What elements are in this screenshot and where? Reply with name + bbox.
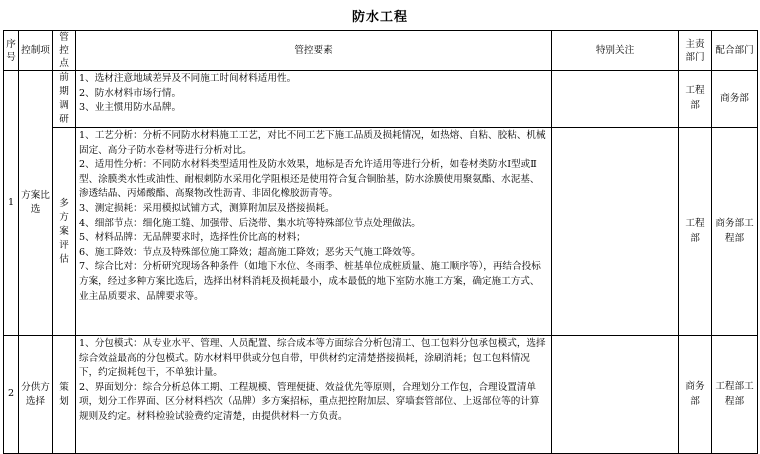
list-item: 2、界面划分：综合分析总体工期、工程规模、管理便捷、效益优先等原则，合理划分工作包，合理设置清单项，划分工作界面、区分材料档次（品牌）多方案招标，重点把控附加层、穿墙套管部位、上返部位等的计算规则及约定。材料检验试验费约定清楚，由提供材料一方负责。 xyxy=(79,381,540,422)
header-resp: 主责部门 xyxy=(679,31,712,71)
header-special: 特别关注 xyxy=(552,31,679,71)
row1a-special xyxy=(552,71,679,128)
row2-seq: 2 xyxy=(4,336,19,454)
row1b-resp: 工程部 xyxy=(679,128,712,336)
list-item: 1、分包模式：从专业水平、管理、人员配置、综合成本等方面综合分析包清工、包工包料分包承包模式，选择综合效益最高的分包模式。防水材料甲供或分包自带，甲供材约定清楚搭接损耗，涂刷消耗；包工包料情况下，约定损耗包干，不单独计量。 xyxy=(79,338,546,379)
row2-coop: 工程部工程部 xyxy=(712,336,758,454)
row1a-coop: 商务部 xyxy=(712,71,758,128)
list-item: 5、材料品牌：无品牌要求时，选择性价比高的材料； xyxy=(79,232,306,244)
header-control-item: 控制项 xyxy=(19,31,53,71)
page-title: 防水工程 xyxy=(351,10,408,25)
table-row xyxy=(4,128,758,336)
row1a-control-point: 前期调研 xyxy=(53,71,76,128)
row1b-elements xyxy=(76,128,552,336)
row1b-coop: 商务部工程部 xyxy=(712,128,758,336)
row1b-control-point: 多方案评估 xyxy=(53,128,76,336)
table-row xyxy=(4,71,758,128)
list-item: 7、综合比对：分析研究现场各种条件（如地下水位、冬雨季、桩基单位成桩质量、施工顺序等），再结合投标方案，经过多种方案比选后，选择出材料消耗及损耗最小，成本最低的地下室防水施工方案，确定施工方式、业主品质要求、品牌要求等。 xyxy=(79,261,541,302)
row1-seq: 1 xyxy=(4,71,19,336)
row2-resp: 商务部 xyxy=(679,336,712,454)
row1-control-item: 方案比选 xyxy=(19,71,53,336)
header-row xyxy=(4,31,758,71)
row2-elements xyxy=(76,336,552,454)
row2-control-item: 分供方选择 xyxy=(19,336,53,454)
table-row xyxy=(4,336,758,454)
list-item: 4、细部节点：细化施工缝、加强带、后浇带、集水坑等特殊部位节点处理做法。 xyxy=(79,217,421,229)
list-item: 3、业主惯用防水品牌。 xyxy=(79,102,182,114)
row2-special xyxy=(552,336,679,454)
control-table xyxy=(3,30,758,454)
header-coop: 配合部门 xyxy=(712,31,758,71)
list-item: 1、选材注意地域差异及不同施工时间材料适用性。 xyxy=(79,73,297,84)
list-item: 6、施工降效：节点及特殊部位施工降效；超高施工降效；恶劣天气施工降效等。 xyxy=(79,246,421,258)
list-item: 3、测定损耗：采用模拟试铺方式，测算附加层及搭接损耗。 xyxy=(79,202,335,214)
list-item: 1、工艺分析：分析不同防水材料施工工艺，对比不同工艺下施工品质及损耗情况，如热熔、自粘、胶粘、机械固定、高分子防水卷材等进行分析对比。 xyxy=(79,130,546,156)
row1b-special xyxy=(552,128,679,336)
row2-control-point: 策划 xyxy=(53,336,76,454)
list-item: 2、适用性分析：不同防水材料类型适用性及防水效果，地标是否允许适用等进行分析，如卷材类防水Ⅰ型或Ⅱ型、涂膜类水性或油性、耐根刺防水采用化学阻根还是使用符合复合铜胎基，防水涂膜使用聚氨酯、水泥基、渗透结晶、丙烯酸酯、高聚物改性沥青、非固化橡胶沥青等。 xyxy=(79,159,540,200)
header-elements: 管控要素 xyxy=(76,31,552,71)
list-item: 2、防水材料市场行情。 xyxy=(79,87,182,99)
row1a-resp: 工程部 xyxy=(679,71,712,128)
header-control-point: 管控点 xyxy=(53,31,76,71)
row1a-elements xyxy=(76,71,552,128)
header-seq: 序号 xyxy=(4,31,19,71)
